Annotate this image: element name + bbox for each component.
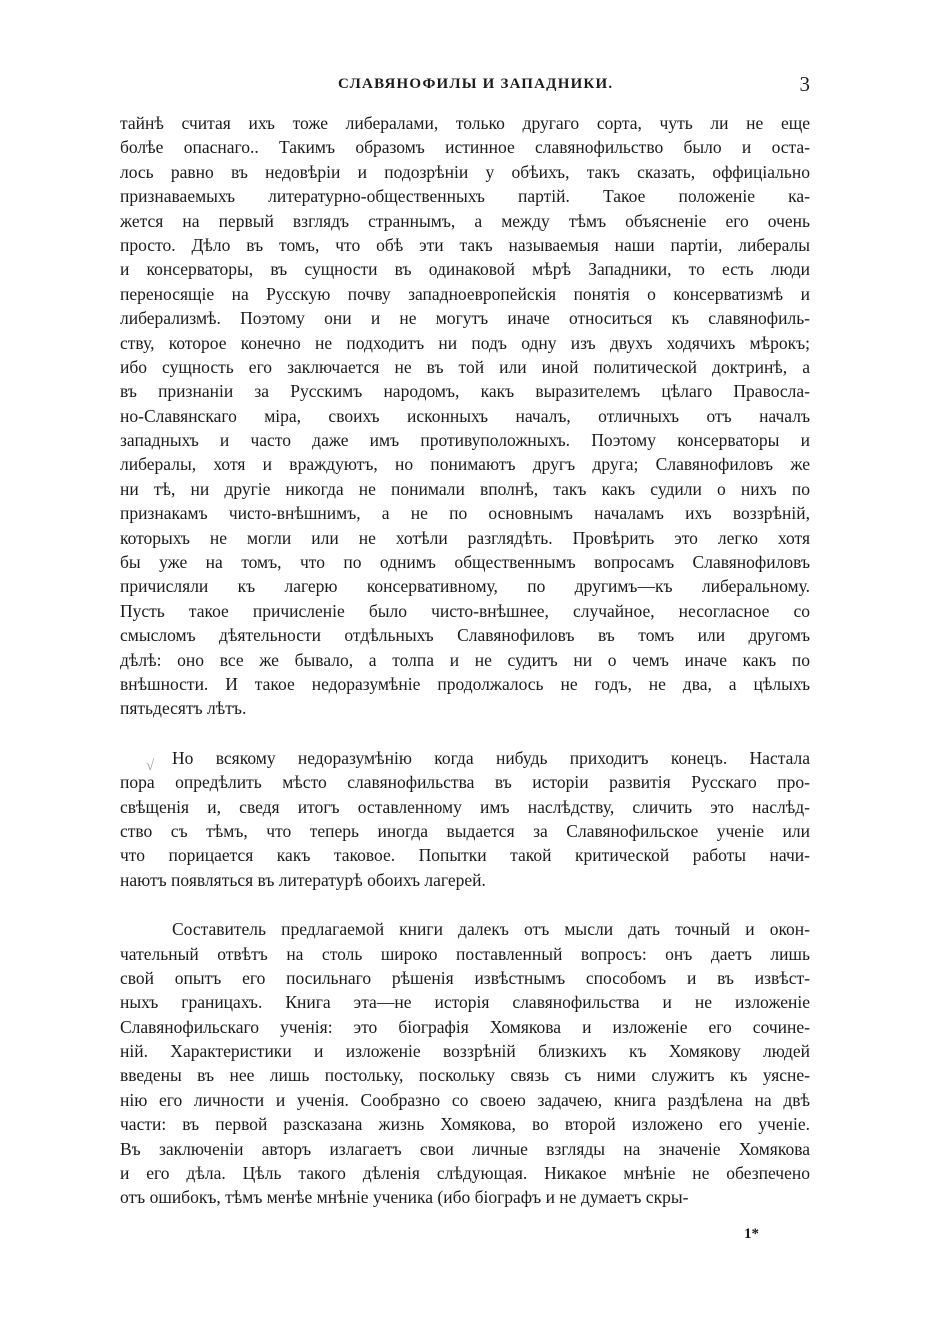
margin-check-mark: √: [146, 758, 155, 774]
text-line: ибо сущность его заключается не въ той или иной политической доктринѣ, а: [120, 356, 810, 377]
text-line: признакамъ чисто-внѣшнимъ, а не по основнымъ началамъ ихъ воззрѣній,: [120, 503, 810, 524]
text-line: чательный отвѣтъ на столь широко поставленный вопросъ: онъ даетъ лишь: [120, 943, 810, 964]
text-line: тайнѣ считая ихъ тоже либералами, только другаго сорта, чуть ли не еще: [120, 113, 810, 133]
paragraph: [120, 746, 810, 892]
text-line: свой опытъ его посильнаго рѣшенія извѣстнымъ способомъ и въ извѣст-: [120, 967, 810, 988]
text-line: Составитель предлагаемой книги далекъ отъ мысли дать точный и окон-: [172, 919, 810, 940]
text-line: Славянофильскаго ученія: это біографія Хомякова и изложеніе его сочине-: [120, 1016, 810, 1037]
text-line: наютъ появляться въ литературѣ обоихъ лагерей.: [120, 869, 486, 890]
text-line: но-Славянскаго міра, своихъ исконныхъ началъ, отличныхъ отъ началъ: [120, 405, 810, 426]
text-line: ство съ тѣмъ, что теперь иногда выдается за Славянофильское ученіе или: [120, 820, 810, 841]
text-line: части: въ первой разсказана жизнь Хомякова, во второй изложено его ученіе.: [120, 1114, 810, 1135]
text-line: ній. Характеристики и изложеніе воззрѣній близкихъ къ Хомякову людей: [120, 1041, 810, 1062]
text-line: внѣшности. И такое недоразумѣніе продолжалось не годъ, не два, а цѣлыхъ: [120, 673, 810, 694]
text-line: которыхъ не могли или не хотѣли разглядѣть. Провѣрить это легко хотя: [120, 527, 810, 548]
text-line: что порицается какъ таковое. Попытки такой критической работы начи-: [120, 845, 810, 866]
text-line: просто. Дѣло въ томъ, что обѣ эти такъ называемыя наши партіи, либералы: [120, 234, 810, 255]
text-line: западныхъ и часто даже имъ противуположныхъ. Поэтому консерваторы и: [120, 430, 810, 451]
text-line: лось равно въ недовѣріи и подозрѣніи у обѣихъ, такъ сказать, оффиціально: [120, 161, 810, 182]
paragraph: [120, 111, 810, 721]
text-line: Но всякому недоразумѣнію когда нибудь приходитъ конецъ. Настала: [172, 747, 810, 768]
text-line: болѣе опаснаго.. Такимъ образомъ истинное славянофильство было и оста-: [120, 137, 810, 158]
text-line: дѣлѣ: оно все же бывало, а толпа и не судитъ ни о чемъ иначе какъ по: [120, 649, 810, 670]
text-line: смысломъ дѣятельности отдѣльныхъ Славянофиловъ въ томъ или другомъ: [120, 625, 810, 646]
text-line: либерализмѣ. Поэтому они и не могутъ иначе относиться къ славянофиль-: [120, 308, 810, 329]
text-line: либералы, хотя и враждуютъ, но понимаютъ другъ друга; Славянофиловъ же: [120, 454, 810, 475]
text-line: пятьдесятъ лѣтъ.: [120, 698, 247, 719]
text-line: введены въ нее лишь постольку, поскольку связь съ ними служитъ къ уясне-: [120, 1065, 810, 1086]
text-line: пора опредѣлить мѣсто славянофильства въ исторіи развитія Русскаго про-: [120, 772, 810, 793]
text-line: жется на первый взглядъ страннымъ, а между тѣмъ объясненіе его очень: [120, 210, 810, 231]
page-body: [120, 111, 810, 1210]
text-line: бы уже на томъ, что по однимъ общественнымъ вопросамъ Славянофиловъ: [120, 552, 810, 573]
text-line: Въ заключеніи авторъ излагаетъ свои личные взгляды на значеніе Хомякова: [120, 1138, 810, 1159]
text-line: и консерваторы, въ сущности въ одинаковой мѣрѣ Западники, то есть люди: [120, 259, 810, 280]
text-line: ни тѣ, ни другіе никогда не понимали вполнѣ, такъ какъ судили о нихъ по: [120, 478, 810, 499]
text-line: и его дѣла. Цѣль такого дѣленія слѣдующая. Никакое мнѣніе не обезпечено: [120, 1163, 810, 1184]
page-header: [120, 72, 810, 102]
running-title: СЛАВЯНОФИЛЫ И ЗАПАДНИКИ.: [338, 76, 614, 92]
text-line: нію его личности и ученія. Сообразно со своею задачею, книга раздѣлена на двѣ: [120, 1089, 810, 1110]
text-line: ныхъ границахъ. Книга эта—не исторія славянофильства и не изложеніе: [120, 992, 810, 1013]
text-line: причисляли къ лагерю консервативному, по другимъ—къ либеральному.: [120, 576, 810, 597]
text-line: переносящіе на Русскую почву западноевропейскія понятія о консерватизмѣ и: [120, 283, 810, 304]
paragraph: [120, 917, 810, 1210]
text-line: ству, которое конечно не подходитъ ни подъ одну изъ двухъ ходячихъ мѣрокъ;: [120, 332, 810, 353]
text-line: признаваемыхъ литературно-общественныхъ партій. Такое положеніе ка-: [120, 186, 810, 207]
text-line: Пусть такое причисленіе было чисто-внѣшнее, случайное, несогласное со: [120, 600, 810, 621]
printer-signature-mark: 1*: [744, 1226, 759, 1242]
text-line: отъ ошибокъ, тѣмъ менѣе мнѣніе ученика (ибо біографъ и не думаетъ скры-: [120, 1187, 689, 1208]
text-line: въ признаніи за Русскимъ народомъ, какъ выразителемъ цѣлаго Правосла-: [120, 381, 810, 402]
text-line: свѣщенія и, сведя итогъ оставленному имъ наслѣдству, сличить это наслѣд-: [120, 796, 810, 817]
page-number: 3: [799, 72, 810, 96]
